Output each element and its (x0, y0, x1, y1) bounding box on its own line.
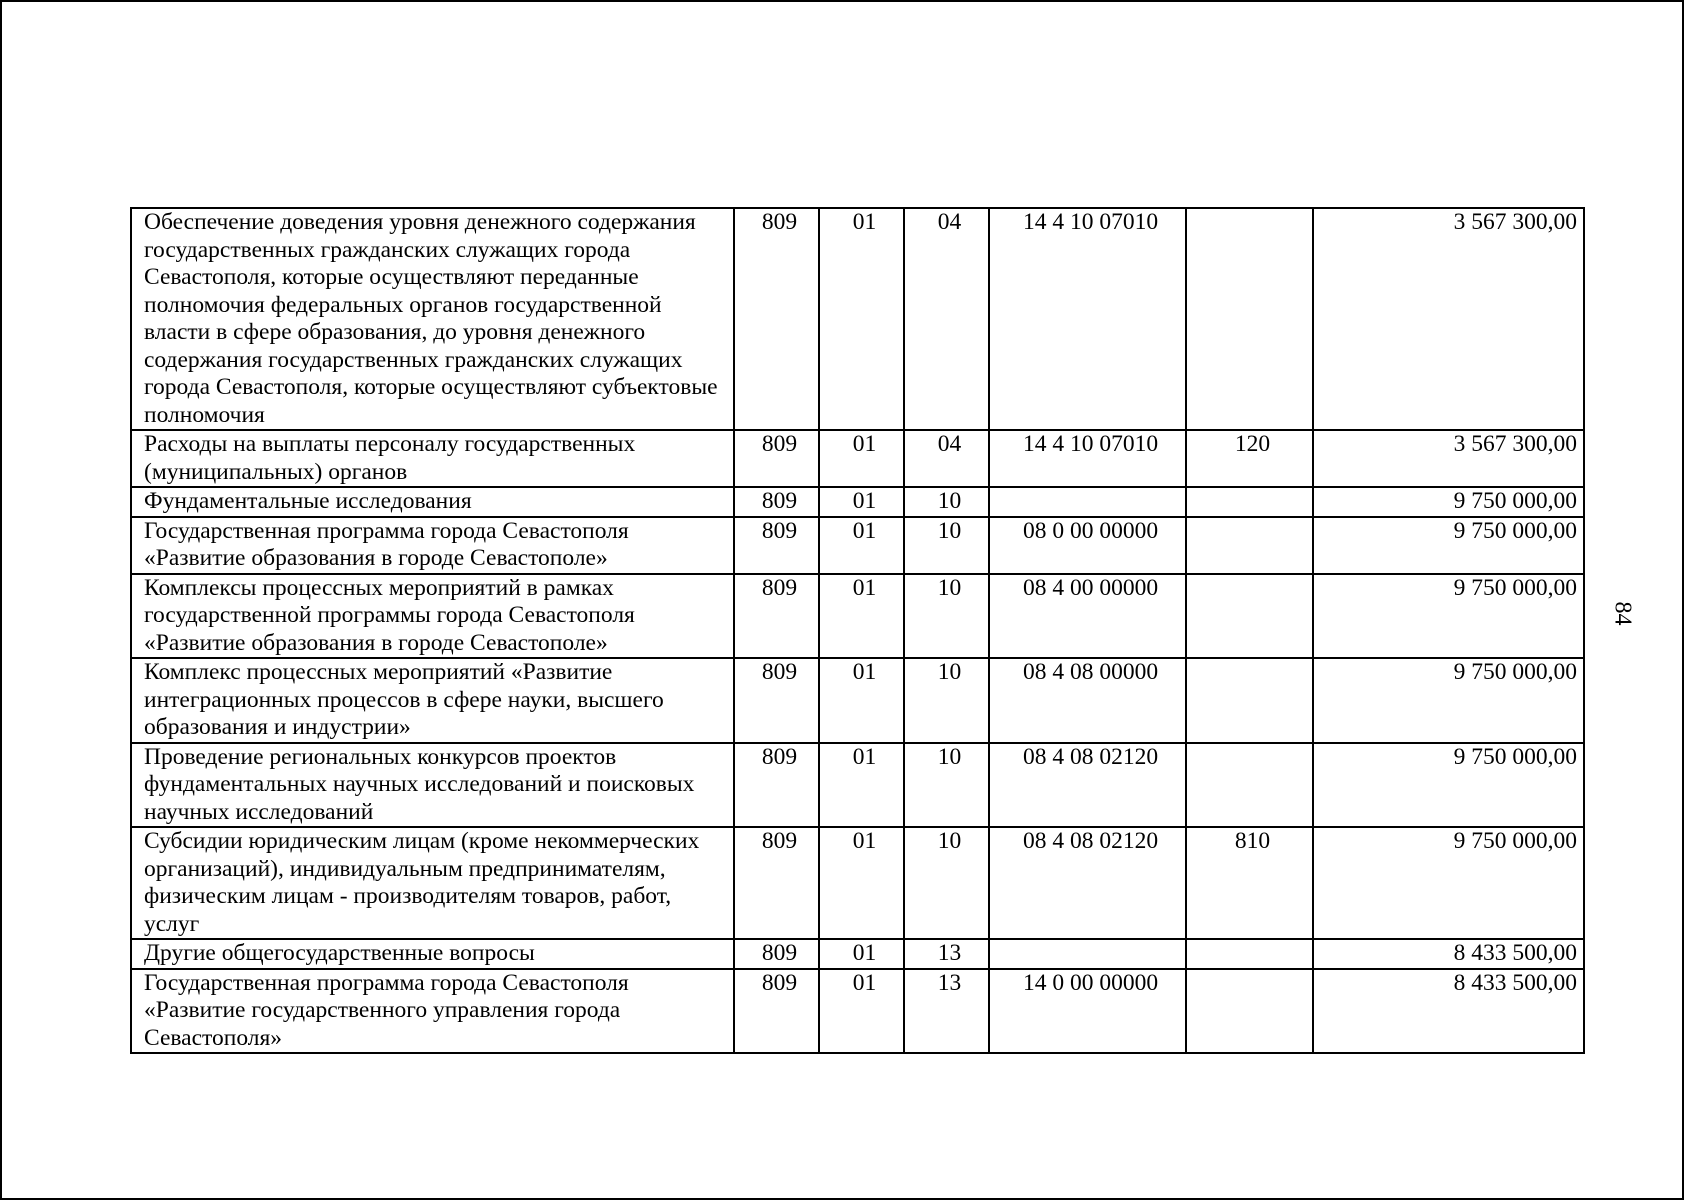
target-article-cell: 14 4 10 07010 (989, 430, 1186, 487)
amount-cell: 9 750 000,00 (1313, 574, 1584, 659)
expense-name-cell: Субсидии юридическим лицам (кроме некоммерческих организаций), индивидуальным предпринимателям, физическим лицам - производителям товаров, работ, услуг (131, 827, 734, 939)
expense-name-cell: Проведение региональных конкурсов проектов фундаментальных научных исследований и поисковых научных исследований (131, 743, 734, 828)
table-row (131, 743, 1584, 828)
expense-type-cell (1186, 574, 1313, 659)
subsection-code-cell: 13 (904, 939, 989, 969)
target-article-cell: 08 4 08 02120 (989, 827, 1186, 939)
amount-cell: 9 750 000,00 (1313, 743, 1584, 828)
budget-table-body (131, 208, 1584, 1053)
subsection-code-cell: 10 (904, 517, 989, 574)
section-code-cell: 01 (819, 430, 904, 487)
section-code-cell: 01 (819, 969, 904, 1054)
section-code-cell: 01 (819, 208, 904, 430)
section-code-cell: 01 (819, 487, 904, 517)
grbs-code-cell: 809 (734, 517, 819, 574)
amount-cell: 9 750 000,00 (1313, 517, 1584, 574)
amount-cell: 9 750 000,00 (1313, 827, 1584, 939)
expense-name-cell: Другие общегосударственные вопросы (131, 939, 734, 969)
target-article-cell: 08 4 00 00000 (989, 574, 1186, 659)
grbs-code-cell: 809 (734, 487, 819, 517)
section-code-cell: 01 (819, 939, 904, 969)
section-code-cell: 01 (819, 517, 904, 574)
table-row (131, 969, 1584, 1054)
expense-type-cell (1186, 743, 1313, 828)
amount-cell: 9 750 000,00 (1313, 658, 1584, 743)
grbs-code-cell: 809 (734, 939, 819, 969)
grbs-code-cell: 809 (734, 430, 819, 487)
table-row (131, 517, 1584, 574)
table-row (131, 658, 1584, 743)
expense-type-cell (1186, 658, 1313, 743)
page-number: 84 (1609, 601, 1636, 626)
expense-type-cell (1186, 939, 1313, 969)
table-row (131, 208, 1584, 430)
target-article-cell (989, 939, 1186, 969)
amount-cell: 8 433 500,00 (1313, 969, 1584, 1054)
target-article-cell (989, 487, 1186, 517)
target-article-cell: 08 0 00 00000 (989, 517, 1186, 574)
subsection-code-cell: 13 (904, 969, 989, 1054)
subsection-code-cell: 10 (904, 487, 989, 517)
expense-name-cell: Обеспечение доведения уровня денежного содержания государственных гражданских служащих города Севастополя, которые осуществляют переданные полномочия федеральных органов государственной власти в сфере образования, до уровня денежного содержания государственных гражданских служащих города Севастополя, которые осуществляют субъектовые полномочия (131, 208, 734, 430)
section-code-cell: 01 (819, 574, 904, 659)
table-row (131, 827, 1584, 939)
target-article-cell: 14 0 00 00000 (989, 969, 1186, 1054)
budget-table (130, 207, 1585, 1054)
subsection-code-cell: 10 (904, 743, 989, 828)
grbs-code-cell: 809 (734, 969, 819, 1054)
subsection-code-cell: 10 (904, 658, 989, 743)
subsection-code-cell: 10 (904, 827, 989, 939)
amount-cell: 3 567 300,00 (1313, 430, 1584, 487)
expense-name-cell: Фундаментальные исследования (131, 487, 734, 517)
amount-cell: 3 567 300,00 (1313, 208, 1584, 430)
grbs-code-cell: 809 (734, 208, 819, 430)
subsection-code-cell: 04 (904, 430, 989, 487)
expense-type-cell (1186, 487, 1313, 517)
table-row (131, 430, 1584, 487)
table-row (131, 487, 1584, 517)
grbs-code-cell: 809 (734, 743, 819, 828)
expense-name-cell: Комплекс процессных мероприятий «Развитие интеграционных процессов в сфере науки, высшего образования и индустрии» (131, 658, 734, 743)
expense-type-cell (1186, 517, 1313, 574)
section-code-cell: 01 (819, 827, 904, 939)
grbs-code-cell: 809 (734, 574, 819, 659)
expense-name-cell: Государственная программа города Севастополя «Развитие государственного управления города Севастополя» (131, 969, 734, 1054)
expense-type-cell (1186, 208, 1313, 430)
expense-type-cell: 120 (1186, 430, 1313, 487)
expense-type-cell (1186, 969, 1313, 1054)
table-row (131, 574, 1584, 659)
target-article-cell: 08 4 08 00000 (989, 658, 1186, 743)
subsection-code-cell: 04 (904, 208, 989, 430)
expense-name-cell: Комплексы процессных мероприятий в рамках государственной программы города Севастополя «Развитие образования в городе Севастополе» (131, 574, 734, 659)
target-article-cell: 08 4 08 02120 (989, 743, 1186, 828)
target-article-cell: 14 4 10 07010 (989, 208, 1186, 430)
amount-cell: 9 750 000,00 (1313, 487, 1584, 517)
table-row (131, 939, 1584, 969)
expense-name-cell: Государственная программа города Севастополя «Развитие образования в городе Севастополе» (131, 517, 734, 574)
grbs-code-cell: 809 (734, 658, 819, 743)
subsection-code-cell: 10 (904, 574, 989, 659)
grbs-code-cell: 809 (734, 827, 819, 939)
section-code-cell: 01 (819, 743, 904, 828)
section-code-cell: 01 (819, 658, 904, 743)
amount-cell: 8 433 500,00 (1313, 939, 1584, 969)
expense-name-cell: Расходы на выплаты персоналу государственных (муниципальных) органов (131, 430, 734, 487)
expense-type-cell: 810 (1186, 827, 1313, 939)
